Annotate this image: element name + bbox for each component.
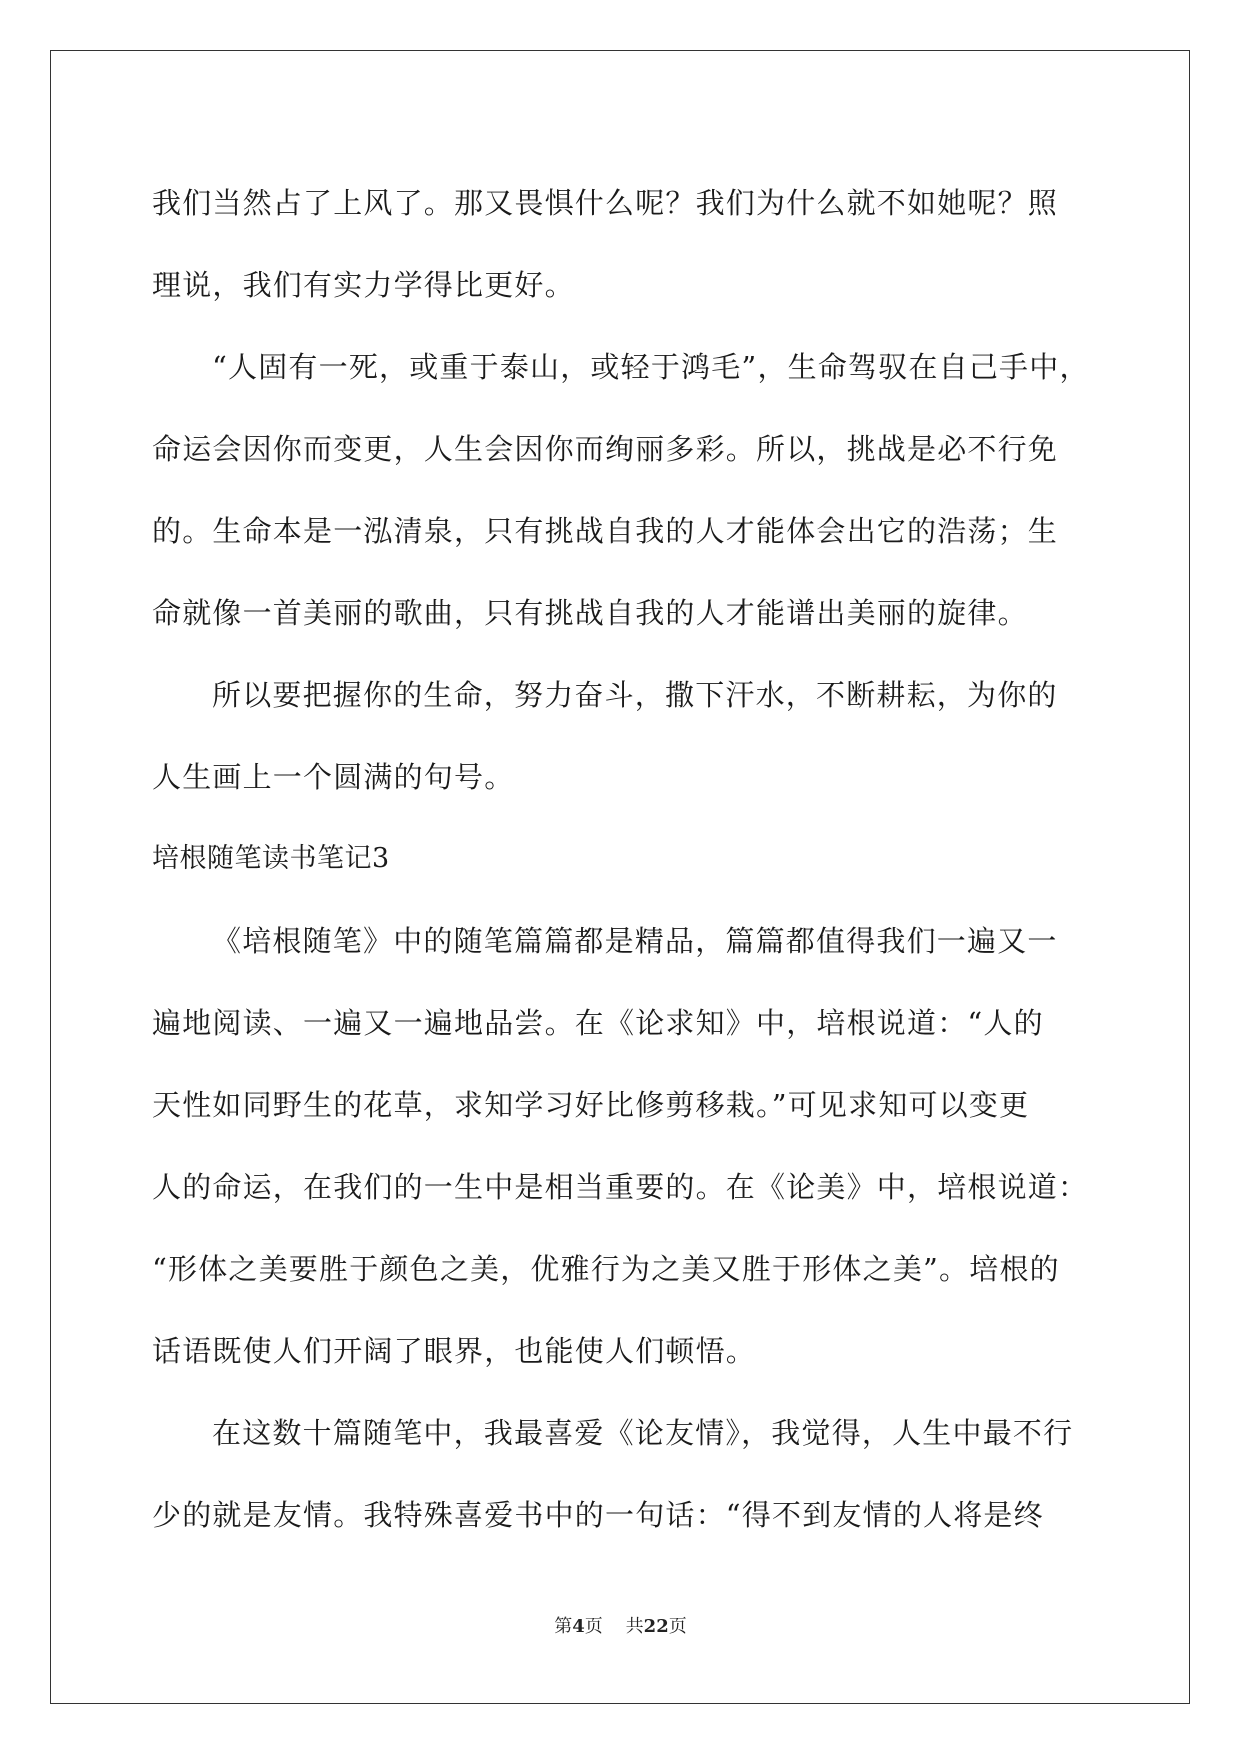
- text-line: “形体之美要胜于颜色之美，优雅行为之美又胜于形体之美”。培根的: [152, 1252, 1060, 1286]
- text-line: 人的命运，在我们的一生中是相当重要的。在《论美》中，培根说道：: [152, 1170, 1089, 1204]
- text-line: 的。生命本是一泓清泉，只有挑战自我的人才能体会出它的浩荡；生: [152, 514, 1059, 548]
- total-pages: 22: [643, 1616, 669, 1637]
- text-line: 《培根随笔》中的随笔篇篇都是精品，篇篇都值得我们一遍又一: [212, 924, 1058, 958]
- text-line: 理说，我们有实力学得比更好。: [152, 268, 575, 302]
- total-suffix: 页: [668, 1616, 687, 1637]
- page-footer: [0, 1612, 1241, 1638]
- section-heading: 培根随笔读书笔记3: [152, 843, 390, 874]
- text-line: 遍地阅读、一遍又一遍地品尝。在《论求知》中，培根说道：“人的: [152, 1006, 1044, 1040]
- text-line: 命就像一首美丽的歌曲，只有挑战自我的人才能谱出美丽的旋律。: [152, 596, 1028, 630]
- text-line: 话语既使人们开阔了眼界，也能使人们顿悟。: [152, 1334, 757, 1368]
- text-line: 命运会因你而变更，人生会因你而绚丽多彩。所以，挑战是必不行免: [152, 432, 1059, 466]
- page-prefix: 第: [554, 1616, 573, 1637]
- total-prefix: 共: [625, 1616, 644, 1637]
- text-line: 在这数十篇随笔中，我最喜爱《论友情》，我觉得，人生中最不行: [212, 1416, 1074, 1450]
- page-suffix: 页: [584, 1616, 603, 1637]
- page-number: 4: [572, 1616, 585, 1637]
- text-line: 人生画上一个圆满的句号。: [152, 760, 515, 794]
- document-body: [152, 162, 1092, 1556]
- text-line: 我们当然占了上风了。那又畏惧什么呢？我们为什么就不如她呢？照: [152, 186, 1059, 220]
- text-line: 所以要把握你的生命，努力奋斗，撒下汗水，不断耕耘，为你的: [212, 678, 1058, 712]
- text-line: 天性如同野生的花草，求知学习好比修剪移栽。”可见求知可以变更: [152, 1088, 1030, 1122]
- text-line: “人固有一死，或重于泰山，或轻于鸿毛”，生命驾驭在自己手中，: [212, 350, 1090, 384]
- text-line: 少的就是友情。我特殊喜爱书中的一句话：“得不到友情的人将是终: [152, 1498, 1044, 1532]
